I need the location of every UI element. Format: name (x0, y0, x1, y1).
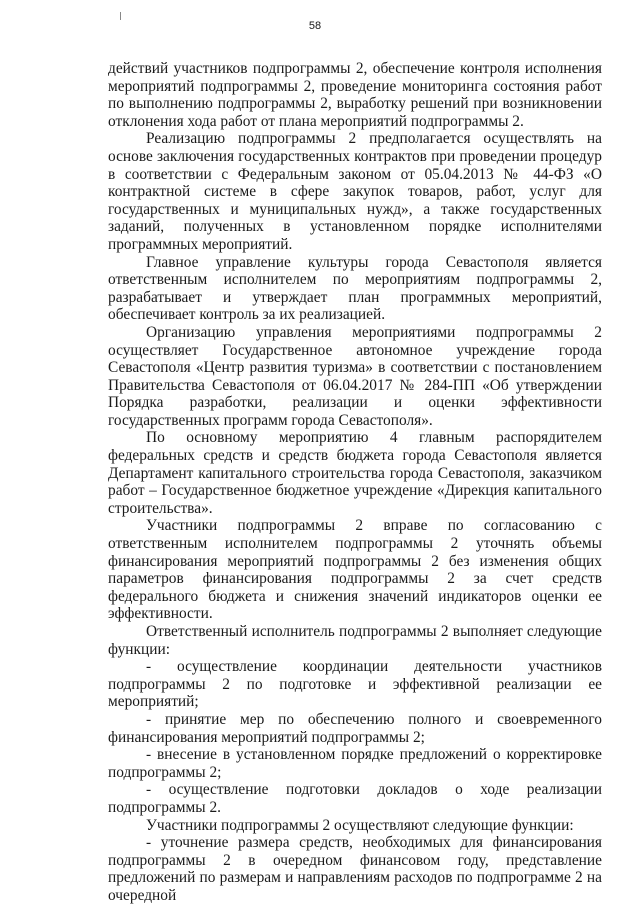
paragraph: Участники подпрограммы 2 вправе по согласованию с ответственным исполнителем подпрограммы 2 уточнять объемы финансирования мероприятий подпрограммы 2 без изменения общих параметров финансирования подпрограммы 2 за счет средств федерального бюджета и снижения значений индикаторов оценки ее эффективности. (108, 517, 602, 623)
list-item: - осуществление подготовки докладов о ходе реализации подпрограммы 2. (108, 781, 602, 816)
list-item: - внесение в установленном порядке предложений о корректировке подпрограммы 2; (108, 746, 602, 781)
paragraph: Реализацию подпрограммы 2 предполагается осуществлять на основе заключения государственных контрактов при проведении процедур в соответствии с Федеральным законом от 05.04.2013 № 44-ФЗ «О контрактной системе в сфере закупок товаров, работ, услуг для государственных и муниципальных нужд», а также государственных заданий, полученных в установленном порядке исполнителями программных мероприятий. (108, 130, 602, 253)
paragraph: По основному мероприятию 4 главным распорядителем федеральных средств и средств бюджета города Севастополя является Департамент капитального строительства города Севастополя, заказчиком работ – Государственное бюджетное учреждение «Дирекция капитального строительства». (108, 429, 602, 517)
list-item: - принятие мер по обеспечению полного и своевременного финансирования мероприятий подпрограммы 2; (108, 710, 602, 746)
paragraph: действий участников подпрограммы 2, обеспечение контроля исполнения мероприятий подпрограммы 2, проведение мониторинга состояния работ по выполнению подпрограммы 2, выработку решений при возникновении отклонения хода работ от плана мероприятий подпрограммы 2. (108, 60, 602, 130)
list-item: - уточнение размера средств, необходимых для финансирования подпрограммы 2 в очередном финансовом году, представление предложений по размерам и направлениям расходов по подпрограмме 2 на очередной (108, 834, 602, 904)
document-body (108, 60, 602, 905)
paragraph: Участники подпрограммы 2 осуществляют следующие функции: (146, 816, 574, 834)
scan-artifact (120, 12, 121, 20)
paragraph: Организацию управления мероприятиями подпрограммы 2 осуществляет Государственное автономное учреждение города Севастополя «Центр развития туризма» в соответствии с постановлением Правительства Севастополя от 06.04.2017 № 284-ПП «Об утверждении Порядка разработки, реализации и оценки эффективности государственных программ города Севастополя». (108, 323, 602, 429)
paragraph: Ответственный исполнитель подпрограммы 2 выполняет следующие функции: (108, 623, 602, 658)
paragraph: Главное управление культуры города Севастополя является ответственным исполнителем по мероприятиям подпрограммы 2, разрабатывает и утверждает план программных мероприятий, обеспечивает контроль за их реализацией. (108, 253, 602, 324)
list-item: - осуществление координации деятельности участников подпрограммы 2 по подготовке и эффективной реализации ее мероприятий; (108, 658, 602, 711)
page-number: 58 (308, 20, 322, 32)
